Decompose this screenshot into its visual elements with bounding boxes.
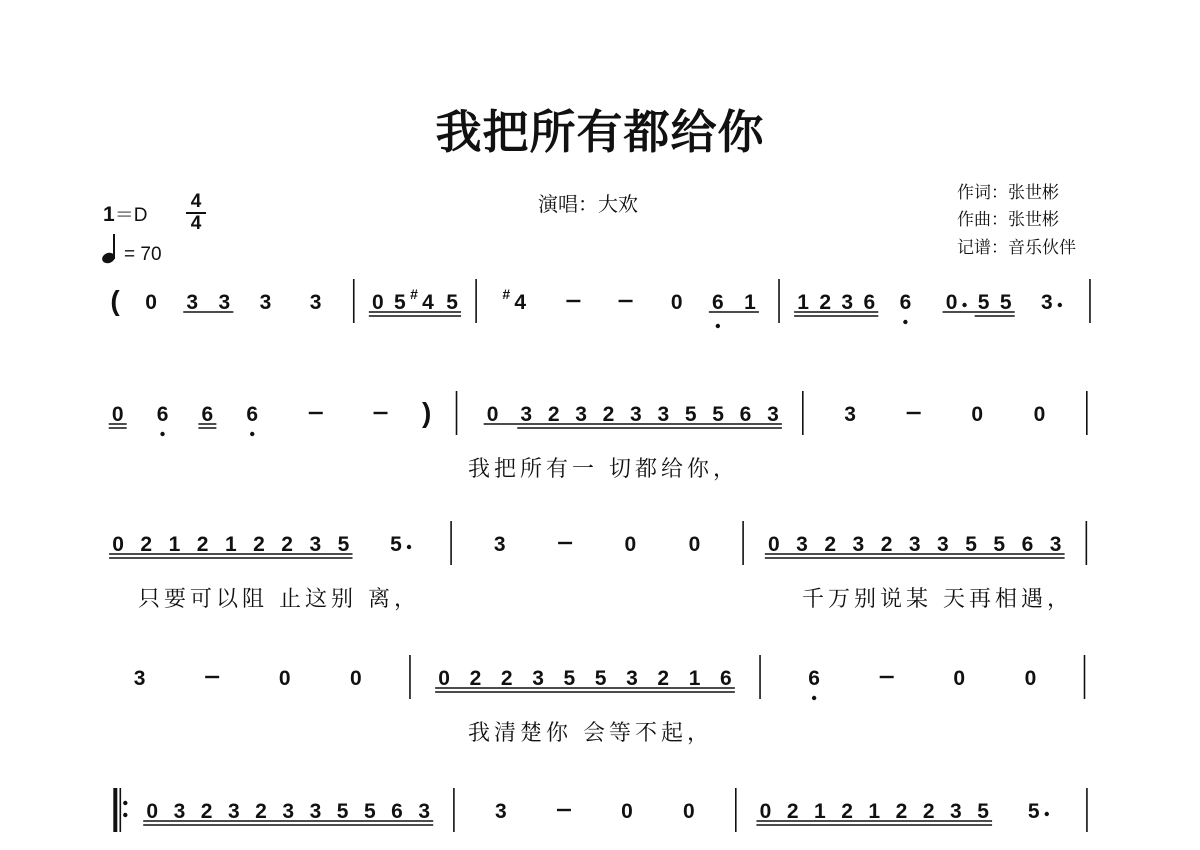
repeat-dot bbox=[123, 801, 127, 805]
sharp-sign: # bbox=[410, 286, 418, 302]
jianpu-note: 5 bbox=[1027, 800, 1040, 823]
jianpu-note: 3 bbox=[1049, 533, 1062, 556]
augmentation-dot bbox=[962, 303, 966, 307]
jianpu-note: 1 bbox=[797, 291, 809, 314]
jianpu-note: 3 bbox=[186, 291, 199, 314]
jianpu-note: 3 bbox=[796, 533, 808, 556]
jianpu-note: 5 bbox=[337, 533, 350, 556]
jianpu-note: 2 bbox=[880, 533, 893, 556]
lyric-line: 我清楚你 会等不起， bbox=[468, 721, 713, 746]
jianpu-note: 0 bbox=[438, 667, 450, 690]
jianpu-note: 2 bbox=[824, 533, 837, 556]
jianpu-note: 0 bbox=[767, 533, 780, 556]
key-name: ＝D bbox=[114, 205, 148, 226]
jianpu-note: 3 bbox=[259, 291, 272, 314]
jianpu-note: 0 bbox=[1033, 403, 1046, 426]
jianpu-note: 3 bbox=[227, 800, 240, 823]
jianpu-note: 2 bbox=[602, 403, 615, 426]
jianpu-note: 3 bbox=[520, 403, 533, 426]
jianpu-note: 5 bbox=[977, 800, 989, 823]
singer-credit: 演唱：大欢 bbox=[538, 192, 638, 216]
jianpu-note: 5 bbox=[999, 291, 1012, 314]
jianpu-note: 1 bbox=[168, 533, 181, 556]
augmentation-dot bbox=[407, 545, 411, 549]
jianpu-note: 0 bbox=[486, 403, 499, 426]
jianpu-note: 3 bbox=[852, 533, 865, 556]
jianpu-note: 3 bbox=[418, 800, 431, 823]
jianpu-note: 6 bbox=[808, 667, 820, 690]
jianpu-note: 6 bbox=[863, 291, 876, 314]
jianpu-note: 0 bbox=[971, 403, 984, 426]
sharp-sign: # bbox=[502, 286, 511, 302]
jianpu-note: 5 bbox=[712, 403, 724, 426]
tempo-value: = 70 bbox=[124, 244, 162, 265]
jianpu-note: 2 bbox=[819, 291, 832, 314]
octave-dot bbox=[812, 696, 816, 700]
jianpu-note: 0 bbox=[945, 291, 958, 314]
composer-credit: 作曲：张世彬 bbox=[957, 210, 1059, 230]
jianpu-note: 5 bbox=[363, 800, 376, 823]
jianpu-note: 3 bbox=[218, 291, 231, 314]
octave-dot bbox=[903, 320, 907, 324]
jianpu-note: 3 bbox=[630, 403, 642, 426]
jianpu-note: 3 bbox=[309, 800, 322, 823]
jianpu-note: 5 bbox=[684, 403, 697, 426]
augmentation-dot bbox=[1058, 303, 1062, 307]
key-tonic: 1 bbox=[103, 203, 115, 226]
jianpu-note: 2 bbox=[255, 800, 267, 823]
jianpu-note: 4 bbox=[422, 291, 434, 314]
time-signature-bottom: 4 bbox=[190, 213, 202, 234]
jianpu-note: 0 bbox=[112, 533, 124, 556]
jianpu-note: 3 bbox=[309, 533, 322, 556]
jianpu-note: 5 bbox=[394, 291, 406, 314]
jianpu-note: 3 bbox=[908, 533, 921, 556]
jianpu-note: 0 bbox=[371, 291, 384, 314]
jianpu-note: 0 bbox=[145, 291, 157, 314]
jianpu-note: 2 bbox=[657, 667, 670, 690]
jianpu-note: 1 bbox=[224, 533, 237, 556]
jianpu-note: 1 bbox=[868, 800, 881, 823]
jianpu-note: 6 bbox=[391, 800, 403, 823]
jianpu-note: 6 bbox=[246, 403, 259, 426]
jianpu-note: 5 bbox=[563, 667, 576, 690]
jianpu-note: 0 bbox=[621, 800, 633, 823]
jianpu-note: 3 bbox=[844, 403, 856, 426]
jianpu-note: 3 bbox=[937, 533, 949, 556]
jianpu-note: 3 bbox=[133, 667, 146, 690]
jianpu-note: 2 bbox=[469, 667, 482, 690]
jianpu-note: 0 bbox=[953, 667, 966, 690]
lyric-line: 千万别说某 天再相遇， bbox=[802, 587, 1073, 612]
jianpu-note: 6 bbox=[1021, 533, 1034, 556]
jianpu-note: 3 bbox=[173, 800, 186, 823]
jianpu-note: 2 bbox=[281, 533, 293, 556]
jianpu-note: 3 bbox=[575, 403, 587, 426]
jianpu-note: 2 bbox=[922, 800, 935, 823]
jianpu-note: 0 bbox=[624, 533, 637, 556]
transcriber-credit: 记谱：音乐伙伴 bbox=[957, 238, 1076, 258]
octave-dot bbox=[716, 324, 720, 328]
jianpu-note: 3 bbox=[495, 800, 507, 823]
jianpu-note: 3 bbox=[282, 800, 295, 823]
jianpu-note: 5 bbox=[390, 533, 402, 556]
jianpu-note: 0 bbox=[670, 291, 683, 314]
lyric-line: 只要可以阻 止这别 离， bbox=[138, 587, 420, 612]
jianpu-note: 2 bbox=[500, 667, 513, 690]
jianpu-note: 0 bbox=[759, 800, 772, 823]
jianpu-note: 3 bbox=[841, 291, 854, 314]
jianpu-note: 5 bbox=[336, 800, 349, 823]
jianpu-note: 3 bbox=[1040, 291, 1053, 314]
octave-dot bbox=[250, 432, 254, 436]
jianpu-note: 5 bbox=[594, 667, 607, 690]
jianpu-note: 0 bbox=[111, 403, 124, 426]
augmentation-dot bbox=[1045, 812, 1049, 816]
jianpu-note: 3 bbox=[950, 800, 962, 823]
jianpu-note: 0 bbox=[1024, 667, 1037, 690]
jianpu-note: 3 bbox=[767, 403, 779, 426]
jianpu-note: 6 bbox=[711, 291, 724, 314]
jianpu-note: 5 bbox=[965, 533, 977, 556]
jianpu-note: 0 bbox=[350, 667, 362, 690]
jianpu-note: 6 bbox=[739, 403, 752, 426]
jianpu-note: 6 bbox=[156, 403, 169, 426]
jianpu-note: 5 bbox=[977, 291, 990, 314]
jianpu-note: 0 bbox=[688, 533, 701, 556]
jianpu-note: 0 bbox=[278, 667, 291, 690]
jianpu-note: 2 bbox=[253, 533, 265, 556]
jianpu-note: 1 bbox=[688, 667, 701, 690]
jianpu-note: 0 bbox=[146, 800, 159, 823]
jianpu-note: 5 bbox=[993, 533, 1006, 556]
jianpu-note: 2 bbox=[200, 800, 213, 823]
jianpu-note: 3 bbox=[309, 291, 322, 314]
jianpu-note: 6 bbox=[201, 403, 214, 426]
jianpu-note: 2 bbox=[786, 800, 799, 823]
jianpu-note: 1 bbox=[744, 291, 756, 314]
jianpu-note: 3 bbox=[493, 533, 506, 556]
jianpu-note: 3 bbox=[626, 667, 638, 690]
lyricist-credit: 作词：张世彬 bbox=[957, 183, 1059, 203]
jianpu-note: 2 bbox=[895, 800, 908, 823]
jianpu-note: 3 bbox=[532, 667, 544, 690]
jianpu-note: 2 bbox=[140, 533, 153, 556]
song-title: 我把所有都给你 bbox=[435, 105, 765, 159]
jianpu-note: 4 bbox=[514, 291, 527, 314]
repeat-dot bbox=[123, 813, 127, 817]
slur-paren: ( bbox=[110, 285, 120, 316]
jianpu-note: 3 bbox=[657, 403, 670, 426]
jianpu-note: 5 bbox=[446, 291, 458, 314]
jianpu-note: 0 bbox=[682, 800, 695, 823]
time-signature-top: 4 bbox=[190, 191, 202, 212]
jianpu-note: 6 bbox=[720, 667, 732, 690]
jianpu-note: 2 bbox=[841, 800, 853, 823]
jianpu-note: 2 bbox=[547, 403, 560, 426]
octave-dot bbox=[160, 432, 164, 436]
slur-paren: ) bbox=[421, 397, 432, 428]
lyric-line: 我把所有一 切都给你， bbox=[468, 457, 739, 482]
jianpu-note: 1 bbox=[814, 800, 826, 823]
jianpu-note: 2 bbox=[196, 533, 209, 556]
jianpu-note: 6 bbox=[899, 291, 912, 314]
